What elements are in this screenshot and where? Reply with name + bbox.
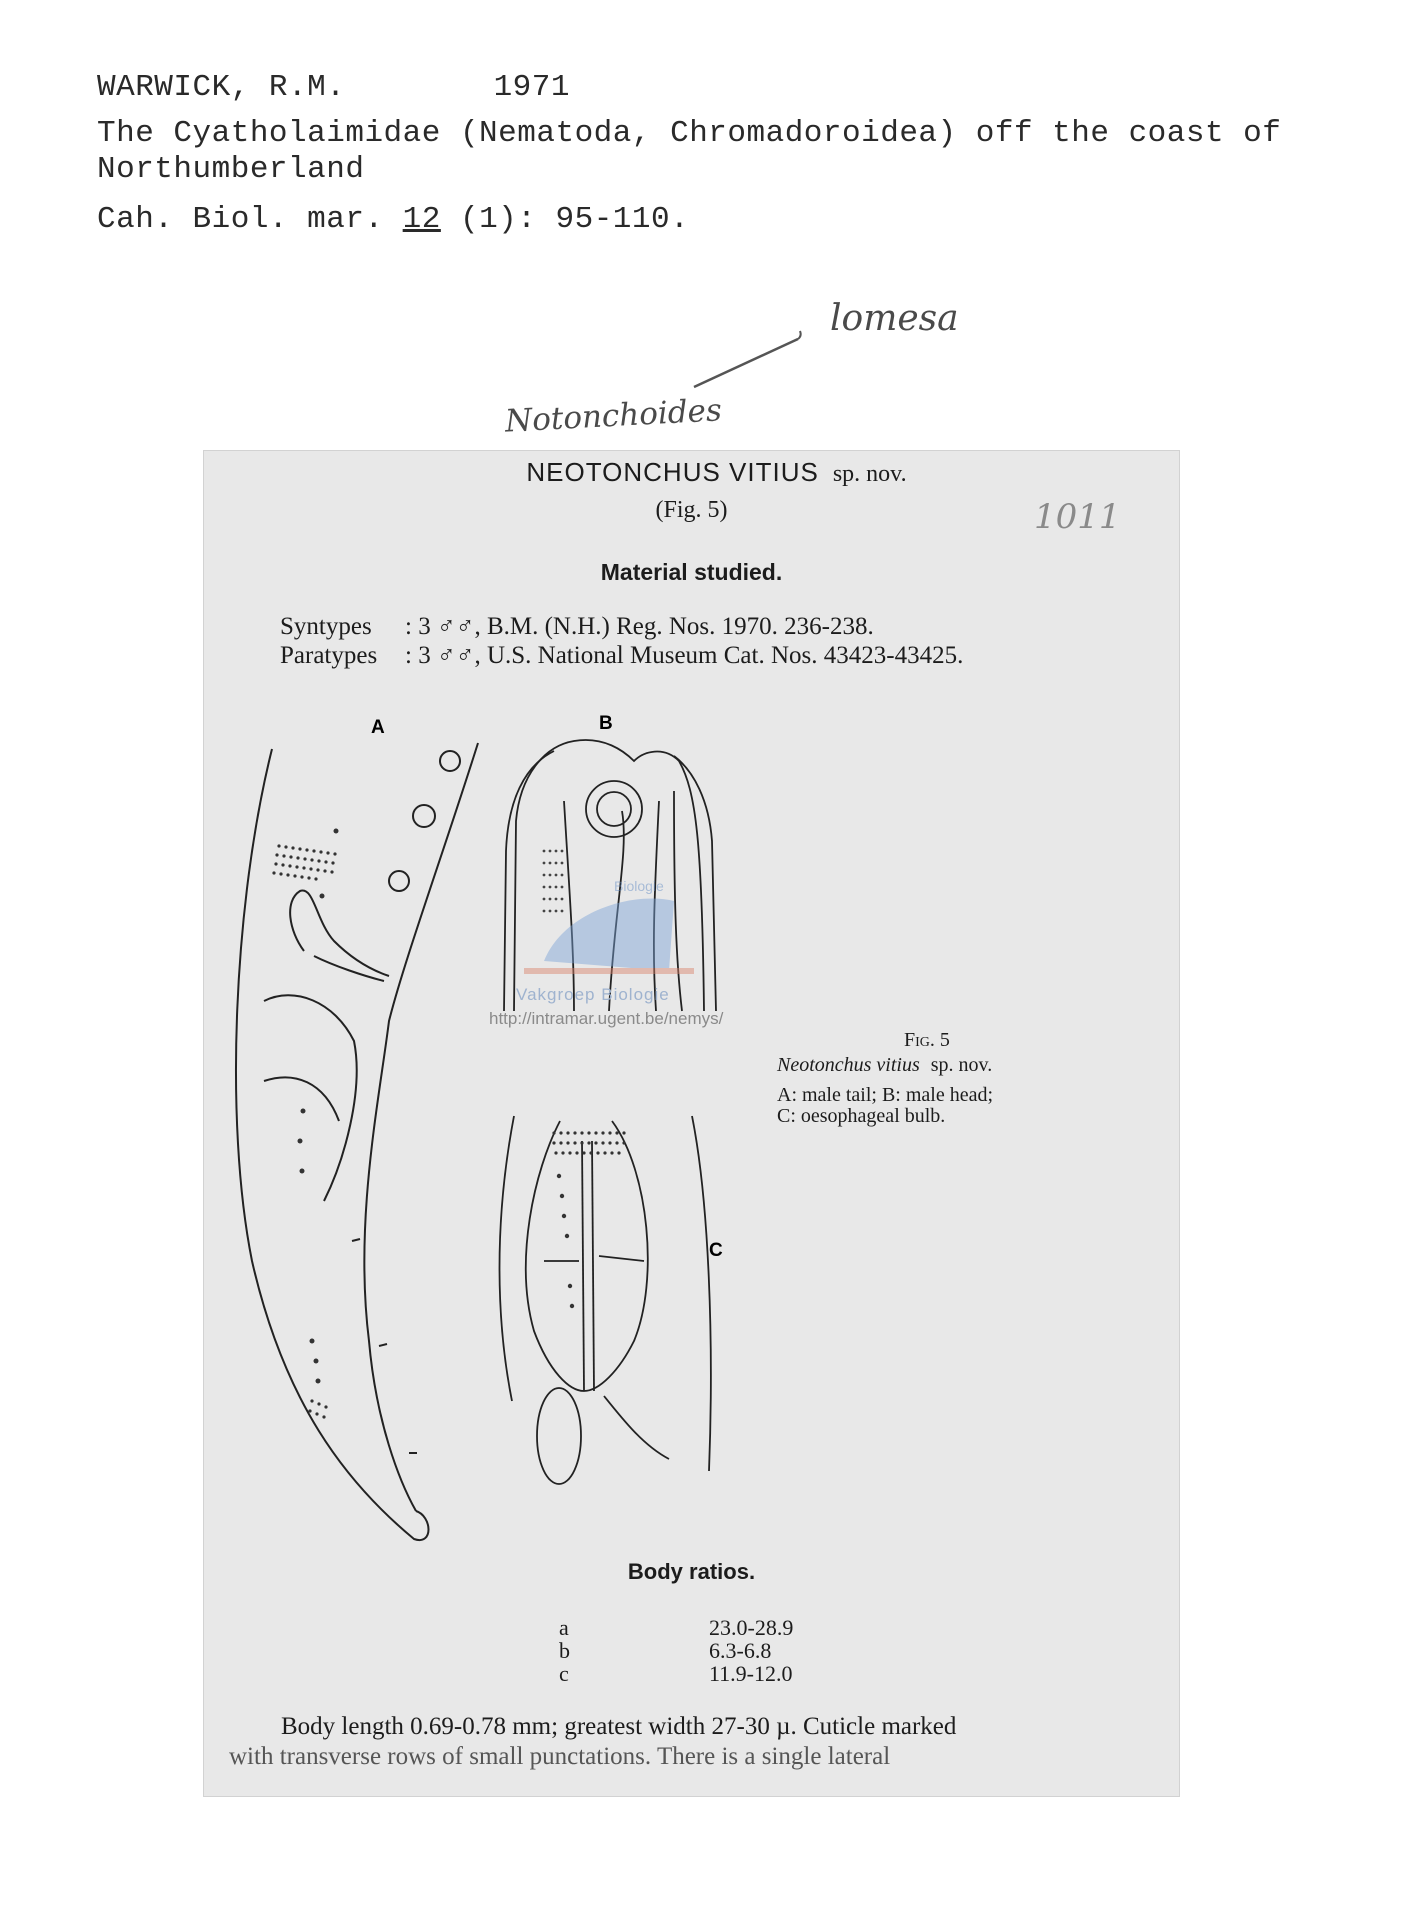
paratypes-text: : 3 ♂♂, U.S. National Museum Cat. Nos. 43423-43425. bbox=[405, 642, 964, 669]
figure-caption-species-line bbox=[777, 1054, 992, 1077]
syntypes-label: Syntypes bbox=[280, 613, 372, 640]
material-heading: Material studied. bbox=[600, 559, 783, 585]
species-heading-line bbox=[204, 457, 1179, 488]
syntypes-text: : 3 ♂♂, B.M. (N.H.) Reg. Nos. 1970. 236-238. bbox=[405, 613, 874, 640]
ratio-value: 11.9-12.0 bbox=[709, 1661, 793, 1686]
panel-c-oesophageal-bulb bbox=[500, 1116, 711, 1484]
reference-title-line1: The Cyatholaimidae (Nematoda, Chromadoroidea) off the coast of bbox=[97, 116, 1282, 151]
species-suffix: sp. nov. bbox=[832, 461, 907, 487]
watermark-logo bbox=[504, 871, 714, 991]
ratio-value: 6.3-6.8 bbox=[709, 1638, 772, 1663]
reference-year: 1971 bbox=[493, 70, 570, 105]
ratio-value: 23.0-28.9 bbox=[709, 1615, 794, 1640]
body-ratios-heading: Body ratios. bbox=[627, 1559, 756, 1584]
figure-caption-species: Neotonchus vitius bbox=[777, 1054, 920, 1076]
handwritten-annotation-genus: Notonchoides bbox=[504, 392, 723, 440]
figure-caption-number: Fig. 5 bbox=[904, 1029, 950, 1051]
panel-a-punctations bbox=[272, 829, 338, 1419]
publication-clipping bbox=[203, 450, 1180, 1797]
handwritten-page-number: 1011 bbox=[1034, 497, 1121, 537]
reference-author: WARWICK, R.M. bbox=[97, 70, 346, 105]
figure-caption-line1: A: male tail; B: male head; bbox=[777, 1084, 994, 1106]
figure-caption-species-suffix: sp. nov. bbox=[930, 1054, 993, 1076]
watermark-text: Vakgroep Biologie bbox=[516, 985, 670, 1004]
panel-label-c: C bbox=[709, 1240, 723, 1261]
panel-c-dots bbox=[552, 1131, 625, 1308]
paratypes-label: Paratypes bbox=[280, 642, 378, 669]
body-text-line2: with transverse rows of small punctations. There is a single lateral bbox=[229, 1743, 891, 1770]
reference-title-line2: Northumberland bbox=[97, 152, 365, 187]
watermark-url: http://intramar.ugent.be/nemys/ bbox=[489, 1009, 724, 1028]
reference-journal bbox=[97, 202, 689, 237]
paratypes-line bbox=[280, 642, 963, 670]
watermark-top-text: Biologie bbox=[614, 878, 664, 894]
panel-label-a: A bbox=[371, 717, 385, 738]
panel-label-b: B bbox=[599, 713, 613, 734]
ratio-label: c bbox=[559, 1661, 569, 1686]
ratio-label: a bbox=[559, 1615, 569, 1640]
fig-reference: (Fig. 5) bbox=[655, 497, 728, 523]
ratio-label: b bbox=[559, 1638, 570, 1663]
handwritten-arrow bbox=[690, 325, 810, 395]
panel-a-male-tail bbox=[236, 743, 478, 1540]
figure-caption-line2: C: oesophageal bulb. bbox=[777, 1105, 946, 1127]
body-text-line1: Body length 0.69-0.78 mm; greatest width 27-30 µ. Cuticle marked bbox=[281, 1713, 957, 1740]
journal-name: Cah. Biol. mar. bbox=[97, 202, 403, 237]
species-heading: NEOTONCHUS VITIUS bbox=[526, 457, 819, 487]
reference-author-line bbox=[97, 70, 570, 105]
handwritten-annotation-right: lomesa bbox=[830, 298, 959, 339]
figure-5-drawing bbox=[204, 701, 1179, 1551]
journal-pages: (1): 95-110. bbox=[440, 202, 690, 237]
syntypes-line bbox=[280, 613, 874, 641]
journal-volume: 12 bbox=[402, 202, 441, 237]
